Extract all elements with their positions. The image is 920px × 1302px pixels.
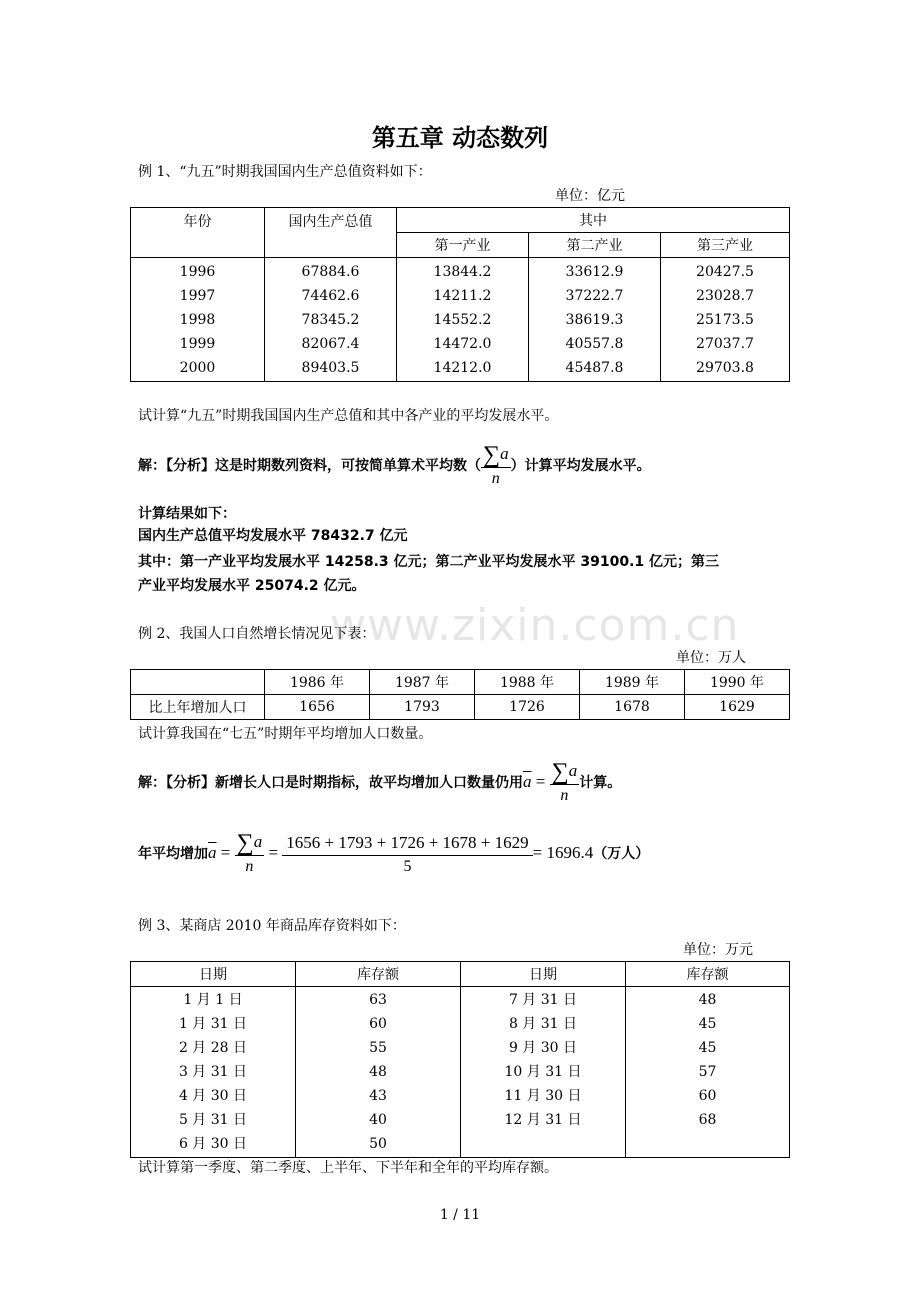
ex3-header-stock: 库存额 bbox=[296, 962, 461, 987]
ex1-col-year bbox=[131, 258, 265, 382]
ex1-answer-pre: 解：【分析】这是时期数列资料，可按简单算术平均数（ bbox=[138, 458, 481, 474]
table-cell: 43 bbox=[369, 1088, 387, 1104]
table-cell: 40 bbox=[369, 1112, 387, 1128]
table-cell: 29703.8 bbox=[696, 360, 754, 376]
table-cell: 3 月 31 日 bbox=[178, 1064, 248, 1080]
ex2-intro: 例 2、我国人口自然增长情况见下表： bbox=[138, 626, 376, 642]
table-cell: 1999 bbox=[179, 336, 216, 352]
table-cell: 14211.2 bbox=[433, 288, 492, 304]
table-cell: 20427.5 bbox=[696, 264, 754, 280]
ex1-answer-post: ）计算平均发展水平。 bbox=[510, 458, 651, 474]
var-a: a bbox=[500, 444, 509, 463]
ex1-table bbox=[130, 207, 790, 382]
table-cell: 1793 bbox=[370, 695, 475, 720]
table-cell: 89403.5 bbox=[301, 360, 360, 376]
table-cell: 1629 bbox=[685, 695, 790, 720]
table-cell: 63 bbox=[369, 992, 387, 1008]
ex3-col-right-values bbox=[626, 987, 790, 1158]
var-a: a bbox=[568, 761, 578, 780]
table-cell: 57 bbox=[698, 1064, 717, 1080]
table-cell: 1998 bbox=[179, 312, 216, 328]
calc-result: = 1696.4 bbox=[532, 843, 594, 862]
table-cell: 45487.8 bbox=[565, 360, 624, 376]
equals-sign: = bbox=[535, 772, 546, 791]
ex1-result-line2: 其中：第一产业平均发展水平 14258.3 亿元；第二产业平均发展水平 39100.1 亿元；第三 bbox=[138, 554, 720, 570]
ex1-col-secondary bbox=[529, 258, 661, 382]
table-cell: 60 bbox=[698, 1088, 717, 1104]
ex2-year: 1986 年 bbox=[265, 670, 370, 695]
table-cell: 1 月 31 日 bbox=[178, 1016, 248, 1032]
ex2-answer-pre: 解：【分析】新增长人口是时期指标，故平均增加人口数量仍用 bbox=[138, 775, 523, 791]
ex2-answer-post: 计算。 bbox=[579, 775, 622, 791]
mean-fraction bbox=[481, 442, 511, 490]
table-cell: 8 月 31 日 bbox=[508, 1016, 578, 1032]
equals-sign: = bbox=[268, 843, 279, 862]
table-cell: 50 bbox=[369, 1136, 387, 1152]
ex1-result-line3: 产业平均发展水平 25074.2 亿元。 bbox=[138, 578, 366, 594]
ex1-unit: 单位：亿元 bbox=[555, 188, 625, 204]
ex2-calc-label: 年平均增加 bbox=[138, 846, 208, 862]
mean-a-bar: a bbox=[523, 772, 532, 791]
ex1-header-primary: 第一产业 bbox=[397, 233, 529, 258]
table-cell: 1996 bbox=[179, 264, 216, 280]
ex3-header-date: 日期 bbox=[131, 962, 296, 987]
calc-fraction bbox=[282, 831, 532, 878]
ex3-unit: 单位：万元 bbox=[683, 942, 753, 958]
var-a: a bbox=[253, 832, 263, 851]
ex3-question: 试计算第一季度、第二季度、上半年、下半年和全年的平均库存额。 bbox=[138, 1160, 558, 1176]
ex3-col-right-dates bbox=[461, 987, 626, 1158]
ex1-result-title: 计算结果如下： bbox=[138, 506, 236, 522]
ex2-unit: 单位：万人 bbox=[676, 650, 746, 666]
ex1-header-year: 年份 bbox=[131, 208, 265, 258]
sigma-symbol: ∑ bbox=[551, 759, 569, 785]
mean-fraction bbox=[235, 830, 265, 878]
ex2-answer bbox=[138, 758, 621, 807]
ex1-header-secondary: 第二产业 bbox=[529, 233, 661, 258]
table-cell: 40557.8 bbox=[565, 336, 624, 352]
table-cell: 2 月 28 日 bbox=[178, 1040, 248, 1056]
table-cell: 67884.6 bbox=[301, 264, 360, 280]
ex2-table bbox=[130, 669, 790, 720]
table-cell: 27037.7 bbox=[696, 336, 754, 352]
table-cell: 11 月 30 日 bbox=[504, 1088, 582, 1104]
table-cell: 5 月 31 日 bbox=[178, 1112, 248, 1128]
ex3-col-left-dates bbox=[131, 987, 296, 1158]
ex3-table bbox=[130, 961, 790, 1158]
ex2-year: 1988 年 bbox=[475, 670, 580, 695]
var-n: n bbox=[491, 470, 500, 487]
ex2-year: 1990 年 bbox=[685, 670, 790, 695]
table-cell: 9 月 30 日 bbox=[508, 1040, 578, 1056]
table-cell: 23028.7 bbox=[696, 288, 754, 304]
table-cell: 14472.0 bbox=[433, 336, 492, 352]
table-cell: 12 月 31 日 bbox=[504, 1112, 582, 1128]
table-cell: 1678 bbox=[580, 695, 685, 720]
table-cell: 78345.2 bbox=[301, 312, 360, 328]
table-cell: 1 月 1 日 bbox=[183, 992, 243, 1008]
ex2-header-blank bbox=[131, 670, 265, 695]
var-n: n bbox=[245, 858, 254, 875]
ex1-header-tertiary: 第三产业 bbox=[661, 233, 790, 258]
ex3-header-stock: 库存额 bbox=[626, 962, 790, 987]
ex3-intro: 例 3、某商店 2010 年商品库存资料如下： bbox=[138, 918, 406, 934]
table-cell: 45 bbox=[698, 1016, 717, 1032]
table-cell: 4 月 30 日 bbox=[178, 1088, 248, 1104]
table-cell: 7 月 31 日 bbox=[508, 992, 578, 1008]
table-cell: 13844.2 bbox=[433, 264, 492, 280]
ex1-answer bbox=[138, 442, 651, 490]
table-cell: 14212.0 bbox=[433, 360, 492, 376]
table-cell: 14552.2 bbox=[433, 312, 492, 328]
calc-unit: （万人） bbox=[593, 846, 650, 862]
ex1-col-tertiary bbox=[661, 258, 790, 382]
ex2-calc bbox=[138, 828, 649, 879]
ex2-year: 1989 年 bbox=[580, 670, 685, 695]
var-n: n bbox=[560, 787, 569, 804]
table-cell: 6 月 30 日 bbox=[178, 1136, 248, 1152]
table-cell: 68 bbox=[698, 1112, 717, 1128]
table-cell: 48 bbox=[369, 1064, 387, 1080]
table-cell: 37222.7 bbox=[565, 288, 624, 304]
table-cell: 82067.4 bbox=[301, 336, 360, 352]
table-cell: 1656 bbox=[265, 695, 370, 720]
ex2-row-label: 比上年增加人口 bbox=[131, 695, 265, 720]
ex3-header-date: 日期 bbox=[461, 962, 626, 987]
ex2-question: 试计算我国在“七五”时期年平均增加人口数量。 bbox=[138, 726, 433, 742]
table-cell: 2000 bbox=[179, 360, 216, 376]
calc-denominator: 5 bbox=[403, 857, 412, 875]
ex3-col-left-values bbox=[296, 987, 461, 1158]
table-cell: 1726 bbox=[475, 695, 580, 720]
table-cell: 25173.5 bbox=[696, 312, 754, 328]
ex2-year: 1987 年 bbox=[370, 670, 475, 695]
table-cell: 48 bbox=[698, 992, 717, 1008]
table-cell: 74462.6 bbox=[301, 288, 360, 304]
page-number: 1 / 11 bbox=[439, 1207, 481, 1223]
sigma-symbol: ∑ bbox=[236, 830, 254, 856]
table-cell: 38619.3 bbox=[565, 312, 624, 328]
table-cell: 33612.9 bbox=[565, 264, 624, 280]
mean-fraction bbox=[550, 759, 580, 807]
table-cell: 45 bbox=[698, 1040, 717, 1056]
sigma-symbol: ∑ bbox=[483, 442, 501, 468]
table-cell: 55 bbox=[369, 1040, 387, 1056]
table-cell: 10 月 31 日 bbox=[504, 1064, 582, 1080]
ex1-result-line1: 国内生产总值平均发展水平 78432.7 亿元 bbox=[138, 528, 408, 544]
ex1-header-of-which: 其中 bbox=[397, 208, 790, 233]
ex1-col-primary bbox=[397, 258, 529, 382]
ex1-intro: 例 1、“九五”时期我国国内生产总值资料如下： bbox=[138, 164, 432, 180]
mean-a-bar: a bbox=[208, 843, 217, 862]
ex1-question: 试计算“九五”时期我国国内生产总值和其中各产业的平均发展水平。 bbox=[138, 408, 559, 424]
ex1-col-gdp bbox=[265, 258, 397, 382]
table-cell: 1997 bbox=[179, 288, 216, 304]
table-cell: 60 bbox=[369, 1016, 387, 1032]
equals-sign: = bbox=[220, 843, 231, 862]
page-title: 第五章 动态数列 bbox=[371, 124, 549, 152]
calc-numerator: 1656 + 1793 + 1726 + 1678 + 1629 bbox=[282, 831, 532, 856]
watermark: www.zixin.com.cn bbox=[330, 600, 740, 651]
ex1-header-gdp: 国内生产总值 bbox=[265, 208, 397, 258]
